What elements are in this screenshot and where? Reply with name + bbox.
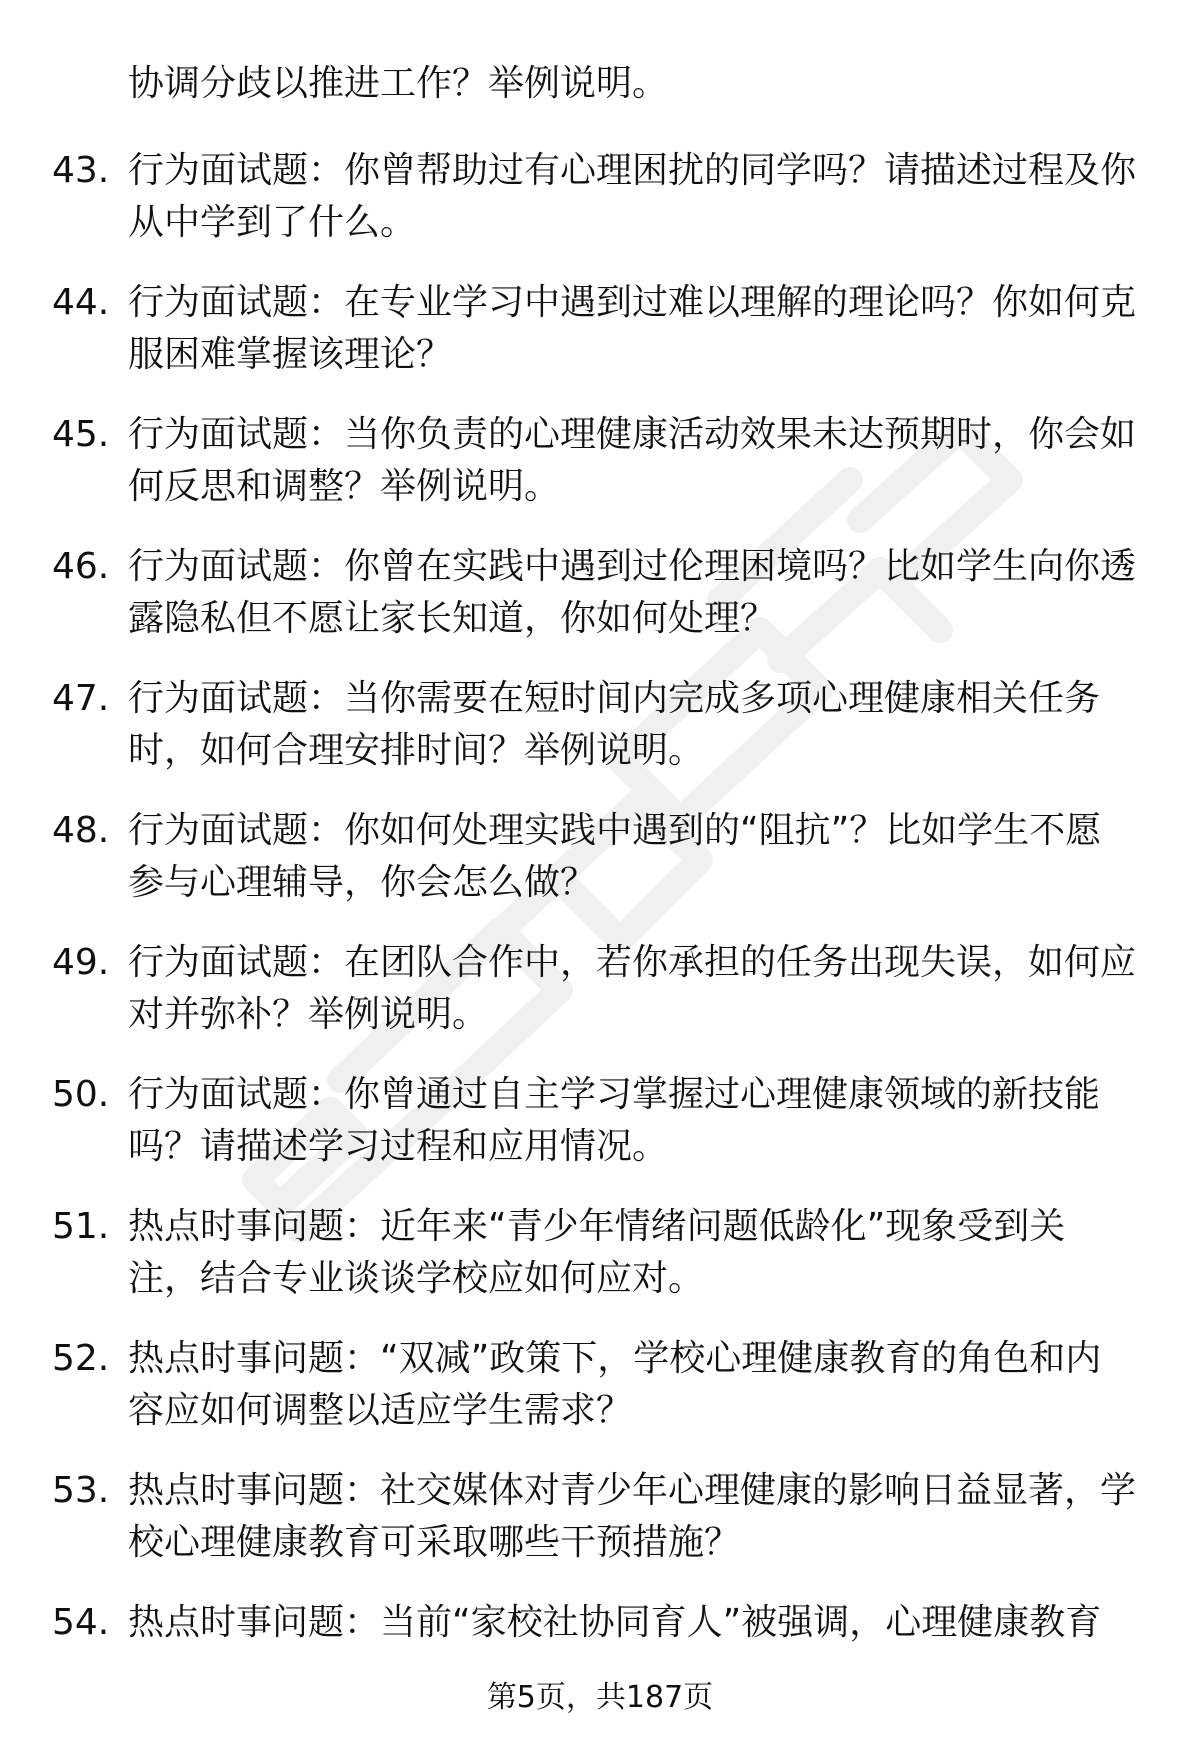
question-line: 参与心理辅导，你会怎么做？ bbox=[128, 862, 597, 903]
question-number: 45. bbox=[52, 414, 110, 455]
question-text bbox=[128, 1201, 1138, 1305]
question-line: 行为面试题：在团队合作中，若你承担的任务出现失误，如何应 bbox=[128, 942, 1137, 983]
question-text bbox=[128, 805, 1138, 909]
question-number: 44. bbox=[52, 282, 110, 323]
question-list bbox=[0, 145, 1200, 1729]
question-text bbox=[128, 409, 1138, 513]
question-line: 校心理健康教育可采取哪些干预措施？ bbox=[128, 1522, 741, 1563]
question-number: 51. bbox=[52, 1206, 110, 1247]
question-text bbox=[128, 1465, 1138, 1569]
question-line: 对并弥补？举例说明。 bbox=[128, 994, 489, 1035]
question-text bbox=[128, 145, 1138, 249]
question-line: 何反思和调整？举例说明。 bbox=[128, 466, 561, 507]
question-text bbox=[128, 1597, 1138, 1649]
question-number: 50. bbox=[52, 1074, 110, 1115]
question-line: 行为面试题：当你需要在短时间内完成多项心理健康相关任务 bbox=[128, 678, 1101, 719]
page-footer: 第5页，共187页 bbox=[486, 1680, 714, 1715]
question-line: 从中学到了什么。 bbox=[128, 202, 417, 243]
question-item-50 bbox=[0, 1069, 1200, 1201]
question-item-51 bbox=[0, 1201, 1200, 1333]
question-item-49 bbox=[0, 937, 1200, 1069]
question-number: 43. bbox=[52, 150, 110, 191]
question-text bbox=[128, 277, 1138, 381]
question-item-46 bbox=[0, 541, 1200, 673]
question-item-47 bbox=[0, 673, 1200, 805]
question-item-53 bbox=[0, 1465, 1200, 1597]
question-line: 吗？请描述学习过程和应用情况。 bbox=[128, 1126, 669, 1167]
question-line: 注，结合专业谈谈学校应如何应对。 bbox=[128, 1258, 705, 1299]
question-line: 热点时事问题：当前“家校社协同育人”被强调，心理健康教育 bbox=[128, 1602, 1102, 1643]
question-line: 热点时事问题：近年来“青少年情绪问题低龄化”现象受到关 bbox=[128, 1206, 1066, 1247]
question-text bbox=[128, 937, 1138, 1041]
question-number: 54. bbox=[52, 1602, 110, 1643]
question-line: 行为面试题：你曾通过自主学习掌握过心理健康领域的新技能 bbox=[128, 1074, 1101, 1115]
question-number: 46. bbox=[52, 546, 110, 587]
question-text bbox=[128, 1069, 1138, 1173]
question-line: 行为面试题：当你负责的心理健康活动效果未达预期时，你会如 bbox=[128, 414, 1137, 455]
question-line: 热点时事问题：社交媒体对青少年心理健康的影响日益显著，学 bbox=[128, 1470, 1137, 1511]
question-line: 热点时事问题：“双减”政策下，学校心理健康教育的角色和内 bbox=[128, 1338, 1102, 1379]
question-item-44 bbox=[0, 277, 1200, 409]
question-line: 时，如何合理安排时间？举例说明。 bbox=[128, 730, 705, 771]
question-item-45 bbox=[0, 409, 1200, 541]
question-line: 露隐私但不愿让家长知道，你如何处理？ bbox=[128, 598, 777, 639]
question-text bbox=[128, 673, 1138, 777]
question-number: 47. bbox=[52, 678, 110, 719]
question-item-52 bbox=[0, 1333, 1200, 1465]
question-text bbox=[128, 1333, 1138, 1437]
question-line: 行为面试题：在专业学习中遇到过难以理解的理论吗？你如何克 bbox=[128, 282, 1137, 323]
question-text bbox=[128, 541, 1138, 645]
question-line: 服困难掌握该理论？ bbox=[128, 334, 453, 375]
question-item-43 bbox=[0, 145, 1200, 277]
question-line: 容应如何调整以适应学生需求？ bbox=[128, 1390, 633, 1431]
continuation-text: 协调分歧以推进工作？举例说明。 bbox=[128, 63, 669, 104]
question-line: 行为面试题：你如何处理实践中遇到的“阻抗”？比如学生不愿 bbox=[128, 810, 1102, 851]
question-line: 行为面试题：你曾在实践中遇到过伦理困境吗？比如学生向你透 bbox=[128, 546, 1137, 587]
question-number: 48. bbox=[52, 810, 110, 851]
question-number: 52. bbox=[52, 1338, 110, 1379]
question-line: 行为面试题：你曾帮助过有心理困扰的同学吗？请描述过程及你 bbox=[128, 150, 1137, 191]
question-number: 49. bbox=[52, 942, 110, 983]
question-item-48 bbox=[0, 805, 1200, 937]
question-number: 53. bbox=[52, 1470, 110, 1511]
